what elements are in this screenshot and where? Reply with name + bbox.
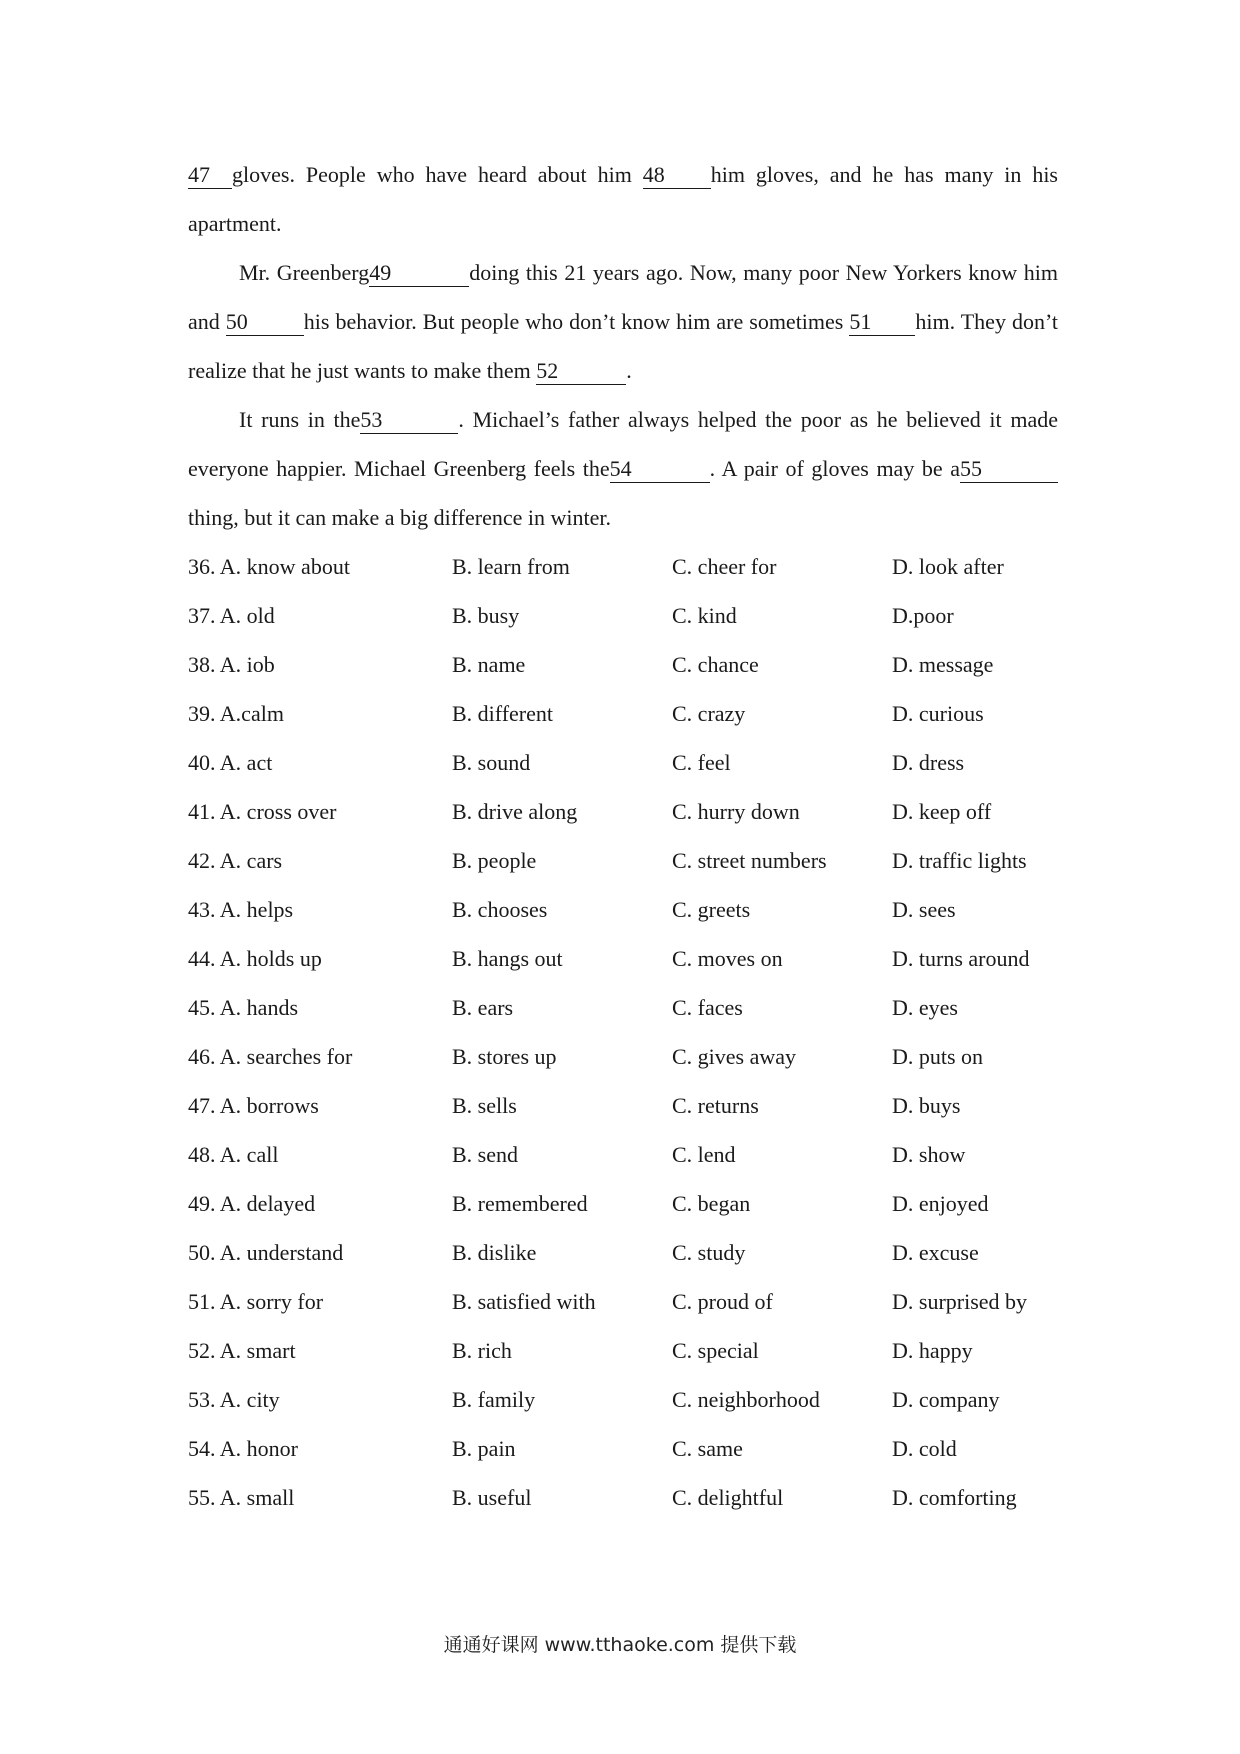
option-row xyxy=(188,1130,1058,1179)
option-a: 43. A. helps xyxy=(188,897,294,922)
options-list xyxy=(188,542,1058,1522)
passage-text: . A pair of gloves may be a xyxy=(709,456,960,481)
option-row xyxy=(188,1032,1058,1081)
option-b: B. chooses xyxy=(452,897,548,922)
option-b: B. drive along xyxy=(452,799,578,824)
option-d: D. eyes xyxy=(892,995,958,1020)
option-b: B. sells xyxy=(452,1093,517,1118)
blank-47: 47 xyxy=(188,162,232,189)
blank-55: 55 xyxy=(960,456,1058,483)
option-row xyxy=(188,1473,1058,1522)
passage-text: Mr. Greenberg xyxy=(239,260,370,285)
option-c: C. proud of xyxy=(672,1289,773,1314)
option-d: D. cold xyxy=(892,1436,957,1461)
option-b: B. rich xyxy=(452,1338,512,1363)
option-a: 54. A. honor xyxy=(188,1436,298,1461)
option-b: B. learn from xyxy=(452,554,570,579)
option-d: D. comforting xyxy=(892,1485,1017,1510)
option-a: 48. A. call xyxy=(188,1142,279,1167)
option-row xyxy=(188,591,1058,640)
option-a: 38. A. iob xyxy=(188,652,275,677)
option-d: D. happy xyxy=(892,1338,973,1363)
passage-text: thing, but it can make a big difference in winter. xyxy=(188,505,611,530)
option-c: C. kind xyxy=(672,603,737,628)
option-d: D. show xyxy=(892,1142,966,1167)
option-d: D. turns around xyxy=(892,946,1030,971)
option-d: D. enjoyed xyxy=(892,1191,989,1216)
option-c: C. special xyxy=(672,1338,759,1363)
option-row xyxy=(188,689,1058,738)
option-row xyxy=(188,787,1058,836)
option-d: D. look after xyxy=(892,554,1004,579)
option-b: B. family xyxy=(452,1387,536,1412)
option-d: D. dress xyxy=(892,750,965,775)
passage-text: him gloves, and he has many in his apartment. xyxy=(188,162,1058,236)
option-row xyxy=(188,1277,1058,1326)
option-a: 55. A. small xyxy=(188,1485,295,1510)
option-c: C. study xyxy=(672,1240,746,1265)
option-a: 49. A. delayed xyxy=(188,1191,316,1216)
document-page xyxy=(188,150,1058,1522)
option-a: 53. A. city xyxy=(188,1387,280,1412)
option-c: C. feel xyxy=(672,750,731,775)
option-b: B. busy xyxy=(452,603,520,628)
passage-paragraph-3 xyxy=(188,395,1058,542)
option-c: C. faces xyxy=(672,995,743,1020)
blank-54: 54 xyxy=(610,456,710,483)
option-row xyxy=(188,885,1058,934)
option-row xyxy=(188,1326,1058,1375)
option-a: 39. A.calm xyxy=(188,701,284,726)
option-a: 45. A. hands xyxy=(188,995,298,1020)
option-d: D. keep off xyxy=(892,799,992,824)
option-a: 37. A. old xyxy=(188,603,275,628)
option-b: B. send xyxy=(452,1142,518,1167)
passage-text: him. They don’t realize that he just wants to make them xyxy=(188,309,1059,383)
option-b: B. dislike xyxy=(452,1240,537,1265)
option-a: 52. A. smart xyxy=(188,1338,296,1363)
blank-49: 49 xyxy=(369,260,469,287)
blank-52: 52 xyxy=(536,358,626,385)
option-a: 50. A. understand xyxy=(188,1240,344,1265)
option-b: B. hangs out xyxy=(452,946,563,971)
option-b: B. useful xyxy=(452,1485,532,1510)
option-d: D. message xyxy=(892,652,994,677)
option-a: 47. A. borrows xyxy=(188,1093,319,1118)
blank-50: 50 xyxy=(226,309,304,336)
option-a: 41. A. cross over xyxy=(188,799,337,824)
passage-text: . Michael’s father always helped the poor as he believed it made everyone happier. Michael Greenberg feels the xyxy=(188,407,1058,481)
option-c: C. cheer for xyxy=(672,554,777,579)
option-row xyxy=(188,542,1058,591)
option-row xyxy=(188,934,1058,983)
option-b: B. different xyxy=(452,701,554,726)
option-row xyxy=(188,1424,1058,1473)
option-d: D. curious xyxy=(892,701,984,726)
option-a: 44. A. holds up xyxy=(188,946,322,971)
option-c: C. returns xyxy=(672,1093,759,1118)
blank-48: 48 xyxy=(643,162,711,189)
passage-text: his behavior. But people who don’t know him are sometimes xyxy=(303,309,850,334)
option-b: B. sound xyxy=(452,750,531,775)
option-row xyxy=(188,836,1058,885)
option-c: C. neighborhood xyxy=(672,1387,820,1412)
option-d: D. puts on xyxy=(892,1044,984,1069)
option-a: 46. A. searches for xyxy=(188,1044,353,1069)
option-c: C. began xyxy=(672,1191,751,1216)
option-b: B. people xyxy=(452,848,537,873)
option-a: 36. A. know about xyxy=(188,554,350,579)
footer-watermark: 通通好课网 www.tthaoke.com 提供下载 xyxy=(443,1634,797,1656)
option-b: B. stores up xyxy=(452,1044,557,1069)
option-c: C. lend xyxy=(672,1142,736,1167)
blank-51: 51 xyxy=(849,309,915,336)
passage-text: doing this 21 years ago. Now, many poor New Yorkers know him and xyxy=(188,260,1058,334)
option-c: C. greets xyxy=(672,897,751,922)
option-d: D. traffic lights xyxy=(892,848,1027,873)
option-d: D.poor xyxy=(892,603,954,628)
option-d: D. company xyxy=(892,1387,1000,1412)
blank-53: 53 xyxy=(360,407,458,434)
option-a: 51. A. sorry for xyxy=(188,1289,324,1314)
passage-text: . xyxy=(626,358,632,383)
option-row xyxy=(188,1081,1058,1130)
option-c: C. street numbers xyxy=(672,848,827,873)
option-row xyxy=(188,983,1058,1032)
option-c: C. crazy xyxy=(672,701,746,726)
option-c: C. delightful xyxy=(672,1485,784,1510)
option-c: C. chance xyxy=(672,652,759,677)
option-c: C. gives away xyxy=(672,1044,797,1069)
option-b: B. satisfied with xyxy=(452,1289,596,1314)
option-b: B. remembered xyxy=(452,1191,588,1216)
option-a: 40. A. act xyxy=(188,750,273,775)
option-b: B. name xyxy=(452,652,526,677)
option-c: C. same xyxy=(672,1436,743,1461)
option-d: D. surprised by xyxy=(892,1289,1028,1314)
option-a: 42. A. cars xyxy=(188,848,283,873)
option-row xyxy=(188,738,1058,787)
option-b: B. pain xyxy=(452,1436,516,1461)
option-c: C. moves on xyxy=(672,946,783,971)
option-row xyxy=(188,1375,1058,1424)
option-d: D. buys xyxy=(892,1093,961,1118)
passage-text: gloves. People who have heard about him xyxy=(232,162,643,187)
option-b: B. ears xyxy=(452,995,514,1020)
option-d: D. excuse xyxy=(892,1240,979,1265)
passage-text: It runs in the xyxy=(239,407,361,432)
passage-paragraph-2 xyxy=(188,248,1058,395)
option-d: D. sees xyxy=(892,897,956,922)
option-row xyxy=(188,1228,1058,1277)
option-row xyxy=(188,640,1058,689)
passage-paragraph-1 xyxy=(188,150,1058,248)
option-row xyxy=(188,1179,1058,1228)
option-c: C. hurry down xyxy=(672,799,800,824)
